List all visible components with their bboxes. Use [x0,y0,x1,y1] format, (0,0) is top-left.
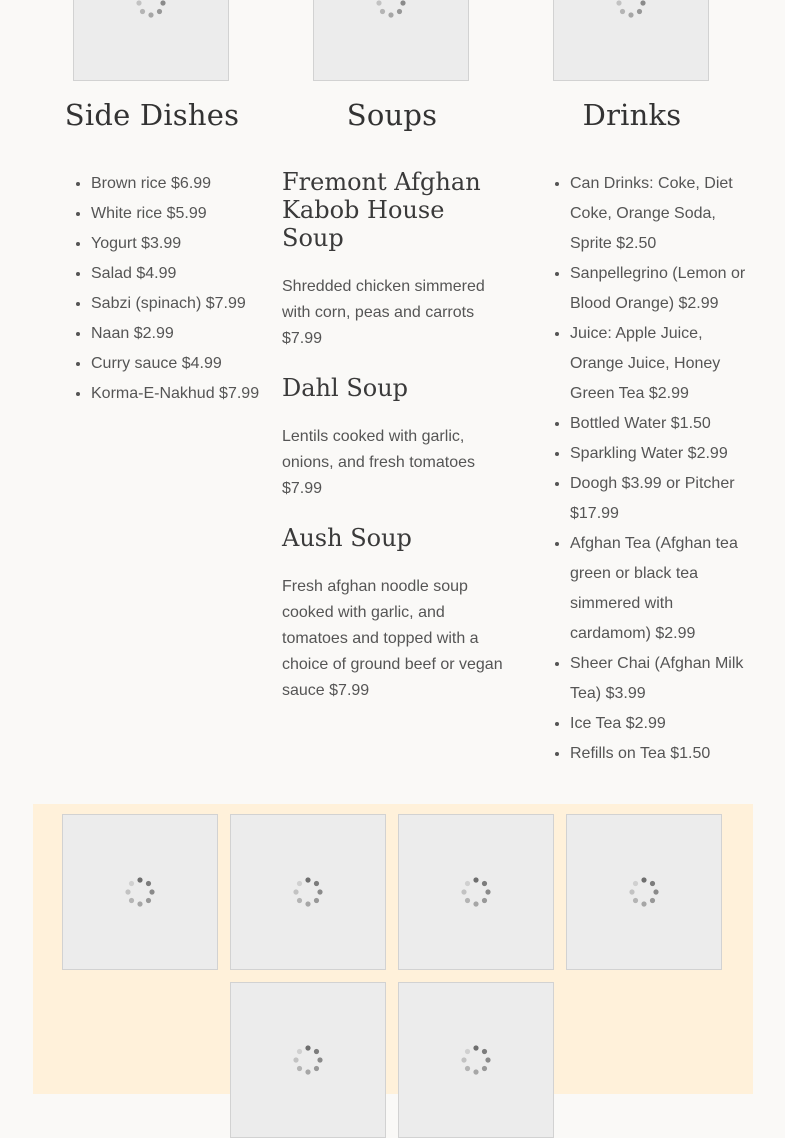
loading-spinner-icon [374,0,408,20]
spinner-dot [650,898,655,903]
list-item: • Can Drinks: Coke, Diet Coke, Orange Soda, Sprite $2.50 [570,169,748,259]
spinner-dot [293,889,298,894]
spinner-dot [465,898,470,903]
spinner-dot [640,0,645,5]
spinner-dot [314,881,319,886]
spinner-dot [149,889,154,894]
spinner-dot [629,889,634,894]
soups-list [282,168,506,726]
soup-name: Aush Soup [282,524,412,552]
loading-spinner-icon [459,875,493,909]
spinner-dot [465,881,470,886]
spinner-dot [473,901,478,906]
loading-spinner-icon [123,875,157,909]
spinner-dot [633,881,638,886]
spinner-dot [461,1057,466,1062]
spinner-dot [376,0,381,5]
spinner-dot [485,1057,490,1062]
spinner-dot [297,1066,302,1071]
gallery-image-placeholder[interactable] [398,982,554,1138]
spinner-dot [297,1049,302,1054]
list-item: • Refills on Tea $1.50 [570,739,748,769]
spinner-dot [125,889,130,894]
spinner-dot [616,0,621,5]
spinner-dot [160,0,165,5]
soup-description: Shredded chicken simmered with corn, peas and carrots $7.99 [282,278,485,347]
spinner-dot [473,1045,478,1050]
list-item: • White rice $5.99 [91,199,281,229]
spinner-dot [305,877,310,882]
spinner-dot [633,898,638,903]
spinner-dot [461,889,466,894]
loading-spinner-icon [291,1043,325,1077]
spinner-dot [641,877,646,882]
list-item: • Bottled Water $1.50 [570,409,748,439]
list-item: • Naan $2.99 [91,319,281,349]
loading-spinner-icon [291,875,325,909]
drinks-list [552,169,748,769]
gallery-image-placeholder[interactable] [398,814,554,970]
drinks-heading: Drinks [582,98,682,132]
spinner-dot [305,1069,310,1074]
spinner-dot [485,889,490,894]
soup-name: Fremont Afghan Kabob House Soup [282,168,481,252]
spinner-dot [650,881,655,886]
spinner-dot [157,9,162,14]
spinner-dot [140,9,145,14]
spinner-dot [293,1057,298,1062]
soup-name: Dahl Soup [282,374,409,402]
spinner-dot [482,1066,487,1071]
spinner-dot [129,898,134,903]
spinner-dot [473,877,478,882]
loading-spinner-icon [134,0,168,20]
spinner-dot [305,901,310,906]
spinner-dot [314,1066,319,1071]
spinner-dot [148,12,153,17]
spinner-dot [465,1066,470,1071]
spinner-dot [317,1057,322,1062]
soups-image-placeholder[interactable] [313,0,469,81]
side-dishes-image-placeholder[interactable] [73,0,229,81]
spinner-dot [482,881,487,886]
spinner-dot [397,9,402,14]
spinner-dot [641,901,646,906]
spinner-dot [482,1049,487,1054]
spinner-dot [314,1049,319,1054]
list-item: • Korma-E-Nakhud $7.99 [91,379,281,409]
gallery-image-placeholder[interactable] [230,982,386,1138]
spinner-dot [146,898,151,903]
spinner-dot [620,9,625,14]
loading-spinner-icon [614,0,648,20]
list-item: • Sabzi (spinach) $7.99 [91,289,281,319]
loading-spinner-icon [459,1043,493,1077]
spinner-dot [380,9,385,14]
spinner-dot [628,12,633,17]
spinner-dot [653,889,658,894]
spinner-dot [297,881,302,886]
spinner-dot [314,898,319,903]
spinner-dot [136,0,141,5]
side-dishes-heading: Side Dishes [64,98,240,132]
list-item: • Curry sauce $4.99 [91,349,281,379]
drinks-image-placeholder[interactable] [553,0,709,81]
spinner-dot [637,9,642,14]
spinner-dot [137,877,142,882]
list-item: • Sheer Chai (Afghan Milk Tea) $3.99 [570,649,748,709]
spinner-dot [482,898,487,903]
list-item: • Salad $4.99 [91,259,281,289]
spinner-dot [317,889,322,894]
photo-gallery [33,804,753,1094]
gallery-image-placeholder[interactable] [230,814,386,970]
spinner-dot [473,1069,478,1074]
spinner-dot [305,1045,310,1050]
list-item: • Brown rice $6.99 [91,169,281,199]
list-item: • Sanpellegrino (Lemon or Blood Orange) $2.99 [570,259,748,319]
list-item: • Yogurt $3.99 [91,229,281,259]
spinner-dot [297,898,302,903]
loading-spinner-icon [627,875,661,909]
gallery-image-placeholder[interactable] [566,814,722,970]
spinner-dot [129,881,134,886]
list-item: • Sparkling Water $2.99 [570,439,748,469]
soup-description: Fresh afghan noodle soup cooked with garlic, and tomatoes and topped with a choice of ground beef or vegan sauce $7.99 [282,578,503,699]
soup-description: Lentils cooked with garlic, onions, and fresh tomatoes $7.99 [282,428,476,497]
list-item: • Afghan Tea (Afghan tea green or black tea simmered with cardamom) $2.99 [570,529,748,649]
gallery-image-placeholder[interactable] [62,814,218,970]
list-item: • Doogh $3.99 or Pitcher $17.99 [570,469,748,529]
list-item: • Ice Tea $2.99 [570,709,748,739]
side-dishes-list [73,169,281,409]
spinner-dot [388,12,393,17]
list-item: • Juice: Apple Juice, Orange Juice, Honey Green Tea $2.99 [570,319,748,409]
spinner-dot [146,881,151,886]
spinner-dot [400,0,405,5]
soups-heading: Soups [346,98,438,132]
spinner-dot [465,1049,470,1054]
spinner-dot [137,901,142,906]
